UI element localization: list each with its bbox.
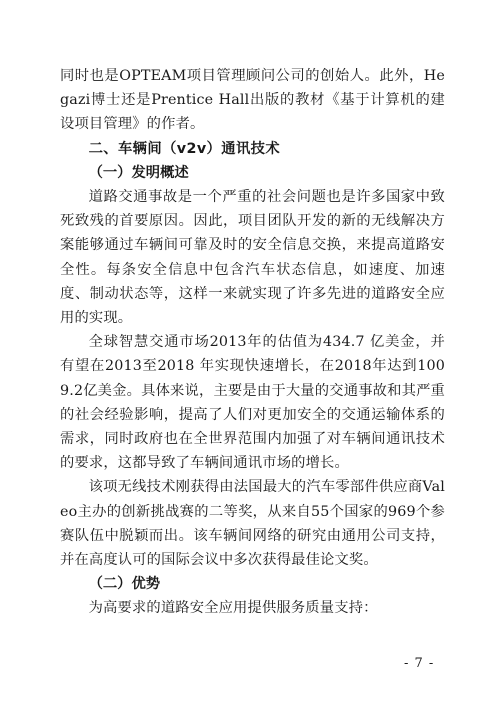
paragraph-market: 全球智慧交通市场2013年的估值为434.7 亿美金，并有望在2013至2018 年实现快速增长，在2018年达到1009.2亿美金。具体来说，主要是由于大量的交通事故和其严重的社会经验影响，提高了人们对更加安全的交通运输体系的需求，同时政府也在全世界范围内加强了对车辆间通讯技术的要求，这都导致了车辆间通讯市场的增长。	[60, 334, 445, 472]
paragraph-road-safety: 道路交通事故是一个严重的社会问题也是许多国家中致死致残的首要原因。因此，项目团队开发的新的无线解决方案能够通过车辆间可靠及时的安全信息交换，来提高道路安全性。每条安全信息中包含汽车状态信息，如速度、加速度、制动状态等，这样一来就实现了许多先进的道路安全应用的实现。	[60, 189, 445, 327]
page-number: - 7 -	[404, 656, 435, 671]
paragraph-award: 该项无线技术刚获得由法国最大的汽车零部件供应商Valeo主办的创新挑战赛的二等奖，从来自55个国家的969个参赛队伍中脱颖而出。该车辆间网络的研究由通用公司支持，并在高度认可的国际会议中多次获得最佳论文奖。	[60, 479, 445, 569]
paragraph-qos: 为高要求的道路安全应用提供服务质量支持：	[88, 600, 378, 617]
subsection-heading-advantages: （二）优势	[88, 576, 161, 593]
subsection-heading-overview: （一）发明概述	[88, 164, 189, 181]
paragraph-intro: 同时也是OPTEAM项目管理顾问公司的创始人。此外，Hegazi博士还是Prentice Hall出版的教材《基于计算机的建设项目管理》的作者。	[60, 68, 445, 133]
document-body	[60, 64, 445, 621]
section-heading: 二、车辆间（v2v）通讯技术	[88, 140, 281, 157]
